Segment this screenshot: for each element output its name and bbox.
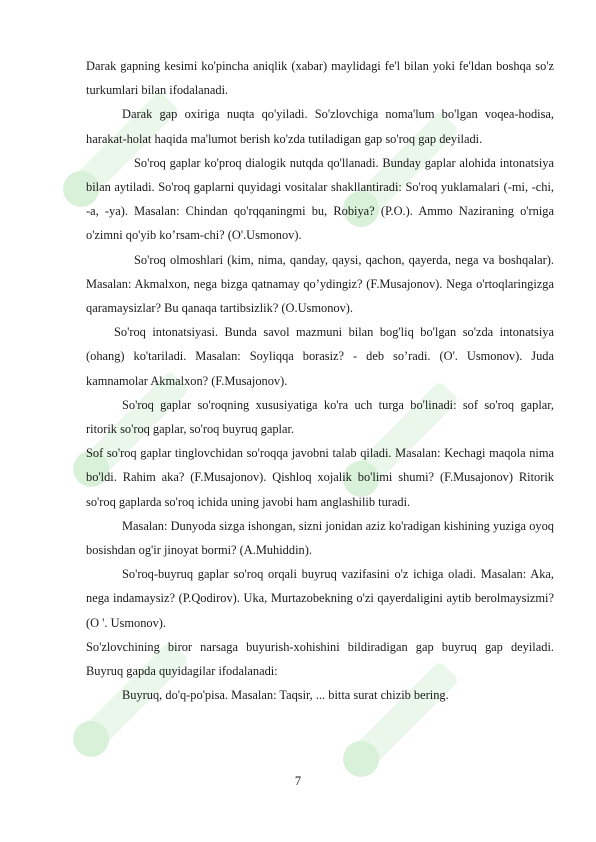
- paragraph: Buyruq, do'q-po'pisa. Masalan: Taqsir, ... bitta surat chizib bering.: [122, 688, 449, 703]
- page-number: 7: [294, 774, 302, 788]
- paragraph: Masalan: Dunyoda sizga ishongan, sizni jonidan aziz ko'radigan kishining yuziga oyoq bosishdan og'ir jinoyat bormi? (A.Muhiddin).: [86, 518, 554, 558]
- paragraph: So'roq gaplar so'roqning xususiyatiga ko'ra uch turga bo'linadi: sof so'roq gaplar, ritorik so'roq gaplar, so'roq buyruq gaplar.: [86, 397, 554, 437]
- paragraph: So'zlovchining biror narsaga buyurish-xohishini bildiradigan gap buyruq gap deyiladi. Buyruq gapda quyidagilar ifodalanadi:: [86, 639, 554, 679]
- paragraph: So'roq-buyruq gaplar so'roq orqali buyruq vazifasini o'z ichiga oladi. Masalan: Aka, nega indamaysiz? (P.Qodirov). Uka, Murtazobekning o'zi qayerdaligini aytib berolmaysizmi? (O '. Usmonov).: [86, 567, 554, 630]
- paragraph: So'roq gaplar ko'proq dialogik nutqda qo'llanadi. Bunday gaplar alohida intonatsiya bilan aytiladi. So'roq gaplarni quyidagi vositalar shakllantiradi: So'roq yuklamalari (-mi, -chi, -a, -ya). Masalan: Chindan qo'rqqaningmi bu, Robiya? (P.O.). Ammo Naziraning o'rniga o'zimni qo'yib ko’rsam-chi? (O'.Usmonov).: [86, 155, 554, 243]
- paragraph: Sof so'roq gaplar tinglovchidan so'roqqa javobni talab qiladi. Masalan: Kechagi maqola nima bo'ldi. Rahim aka? (F.Musajonov). Qishloq xojalik bo'limi shumi? (F.Musajonov) Ritorik so'roq gaplarda so'roq ichida uning javobi ham anglashilib turadi.: [86, 446, 554, 509]
- paragraph: Darak gap oxiriga nuqta qo'yiladi. So'zlovchiga noma'lum bo'lgan voqea-hodisa, harakat-holat haqida ma'lumot berish ko'zda tutiladigan gap so'roq gap deyiladi.: [86, 107, 554, 146]
- paragraph: So'roq intonatsiyasi. Bunda savol mazmuni bilan bog'liq bo'lgan so'zda intonatsiya (ohang) ko'tariladi. Masalan: Soyliqqa borasiz? - deb so’radi. (O'. Usmonov). Juda kamnamolar Akmalxon? (F.Musajonov).: [86, 325, 554, 388]
- document-body: [86, 54, 554, 707]
- paragraph: Darak gapning kesimi ko'pincha aniqlik (xabar) maylidagi fe'l bilan yoki fe'ldan boshqa so'z turkumlari bilan ifodalanadi.: [86, 59, 554, 98]
- paragraph: So'roq olmoshlari (kim, nima, qanday, qaysi, qachon, qayerda, nega va boshqalar). Masalan: Akmalxon, nega bizga qatnamay qo’ydingiz? (F.Musajonov). Nega o'rtoqlaringizga qaramaysizlar? Bu qanaqa tartibsizlik? (O.Usmonov).: [86, 252, 554, 316]
